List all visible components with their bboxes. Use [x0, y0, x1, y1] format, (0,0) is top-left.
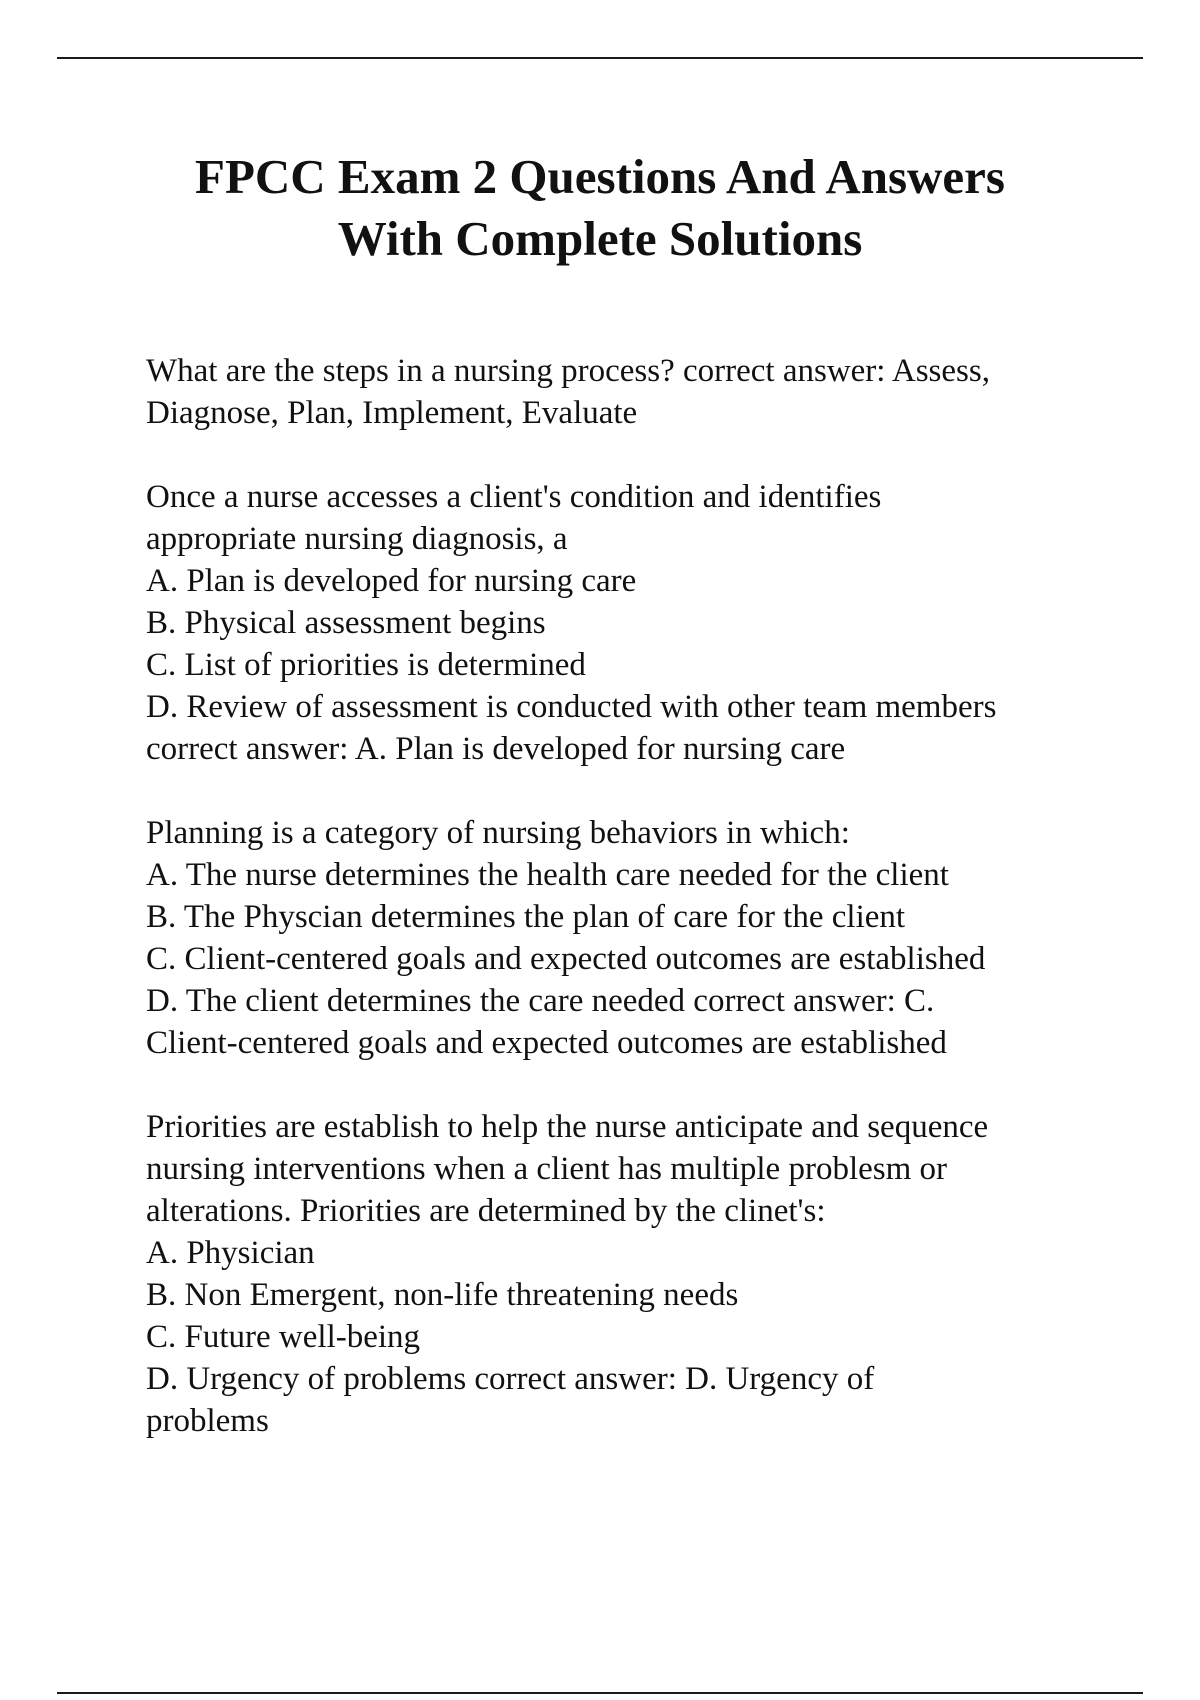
text-line: B. Non Emergent, non-life threatening needs	[146, 1277, 739, 1313]
title-line-2: With Complete Solutions	[337, 211, 863, 266]
text-line: alterations. Priorities are determined by the clinet's:	[146, 1193, 826, 1229]
text-line: C. Client-centered goals and expected outcomes are established	[146, 941, 986, 977]
text-line: C. Future well-being	[146, 1319, 421, 1355]
document-body	[146, 350, 1146, 1484]
text-line: Planning is a category of nursing behaviors in which:	[146, 815, 850, 851]
title-line-1: FPCC Exam 2 Questions And Answers	[195, 149, 1005, 204]
question-block-4	[146, 1106, 1146, 1442]
text-line: nursing interventions when a client has multiple problesm or	[146, 1151, 948, 1187]
text-line: C. List of priorities is determined	[146, 647, 586, 683]
text-line: Once a nurse accesses a client's condition and identifies	[146, 479, 882, 515]
text-line: A. The nurse determines the health care needed for the client	[146, 857, 949, 893]
text-line: appropriate nursing diagnosis, a	[146, 521, 568, 557]
top-rule	[57, 57, 1143, 59]
question-block-2	[146, 476, 1146, 770]
text-line: A. Physician	[146, 1235, 315, 1271]
text-line: Diagnose, Plan, Implement, Evaluate	[146, 395, 638, 431]
text-line: B. Physical assessment begins	[146, 605, 546, 641]
question-block-1	[146, 350, 1146, 434]
bottom-rule	[57, 1692, 1143, 1694]
question-block-3	[146, 812, 1146, 1064]
text-line: B. The Physcian determines the plan of care for the client	[146, 899, 906, 935]
text-line: D. The client determines the care needed correct answer: C.	[146, 983, 935, 1019]
text-line: problems	[146, 1403, 269, 1439]
text-line: Client-centered goals and expected outcomes are established	[146, 1025, 947, 1061]
text-line: Priorities are establish to help the nurse anticipate and sequence	[146, 1109, 989, 1145]
text-line: A. Plan is developed for nursing care	[146, 563, 637, 599]
document-title	[100, 146, 1100, 270]
text-line: What are the steps in a nursing process? correct answer: Assess,	[146, 353, 990, 389]
text-line: D. Review of assessment is conducted with other team members	[146, 689, 997, 725]
text-line: correct answer: A. Plan is developed for nursing care	[146, 731, 846, 767]
text-line: D. Urgency of problems correct answer: D. Urgency of	[146, 1361, 875, 1397]
